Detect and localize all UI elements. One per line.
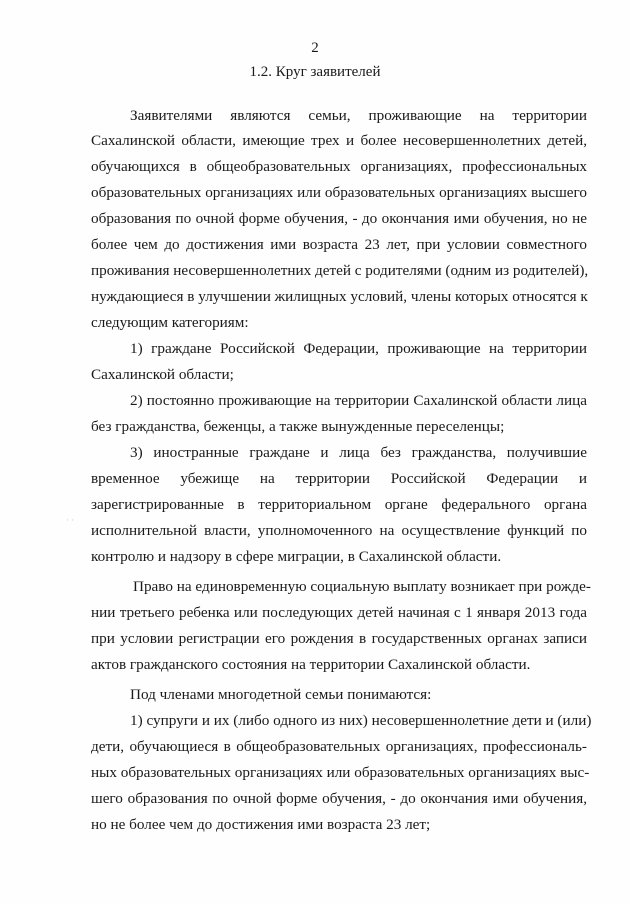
text-line: нии третьего ребенка или последующих детей начиная с 1 января 2013 года bbox=[91, 604, 587, 621]
text-line: проживания несовершеннолетних детей с родителями (одним из родителей), bbox=[91, 262, 589, 279]
list-item-line: ных образовательных организациях или образовательных организациях выс- bbox=[91, 764, 590, 781]
text-line: обучающихся в общеобразовательных организациях, профессиональных bbox=[91, 158, 587, 175]
text-line: Сахалинской области, имеющие трех и более несовершеннолетних детей, bbox=[91, 132, 587, 149]
list-item-line: Сахалинской области; bbox=[91, 366, 234, 383]
list-item-line: без гражданства, беженцы, а также вынужденные переселенцы; bbox=[91, 418, 505, 435]
text-line: нуждающиеся в улучшении жилищных условий, члены которых относятся к bbox=[91, 288, 588, 305]
page-number: 2 bbox=[311, 40, 319, 56]
list-item-line: контролю и надзору в сфере миграции, в Сахалинской области. bbox=[91, 548, 502, 565]
scan-artifact: · · bbox=[66, 515, 75, 525]
text-line: актов гражданского состояния на территории Сахалинской области. bbox=[91, 656, 531, 673]
list-item-line: 3) иностранные граждане и лица без гражданства, получившие bbox=[130, 444, 587, 461]
text-line: при условии регистрации его рождения в государственных органах записи bbox=[91, 630, 587, 647]
text-line: Право на единовременную социальную выплату возникает при рожде- bbox=[133, 578, 591, 595]
list-item-line: временное убежище на территории Российской Федерации и bbox=[91, 470, 587, 487]
text-line: образования по очной форме обучения, - до окончания ими обучения, но не bbox=[91, 210, 587, 227]
list-item-line: зарегистрированные в территориальном органе федерального органа bbox=[91, 496, 587, 513]
list-item-line: 1) граждане Российской Федерации, проживающие на территории bbox=[130, 340, 587, 357]
text-line: более чем до достижения ими возраста 23 лет, при условии совместного bbox=[91, 236, 587, 253]
list-item-line: 2) постоянно проживающие на территории Сахалинской области лица bbox=[130, 392, 587, 409]
list-item-line: дети, обучающиеся в общеобразовательных организациях, профессиональ- bbox=[91, 738, 587, 755]
list-item-line: исполнительной власти, уполномоченного на осуществление функций по bbox=[91, 522, 587, 539]
text-line: Заявителями являются семьи, проживающие на территории bbox=[130, 107, 587, 124]
text-line: образовательных организациях или образовательных организациях высшего bbox=[91, 184, 587, 201]
text-line: следующим категориям: bbox=[91, 314, 249, 331]
list-item-line: 1) супруги и их (либо одного из них) несовершеннолетние дети и (или) bbox=[130, 712, 592, 729]
list-item-line: но не более чем до достижения ими возраста 23 лет; bbox=[91, 816, 431, 833]
section-title: 1.2. Круг заявителей bbox=[249, 64, 381, 80]
list-item-line: шего образования по очной форме обучения, - до окончания ими обучения, bbox=[91, 790, 587, 807]
text-line: Под членами многодетной семьи понимаются: bbox=[130, 686, 432, 703]
